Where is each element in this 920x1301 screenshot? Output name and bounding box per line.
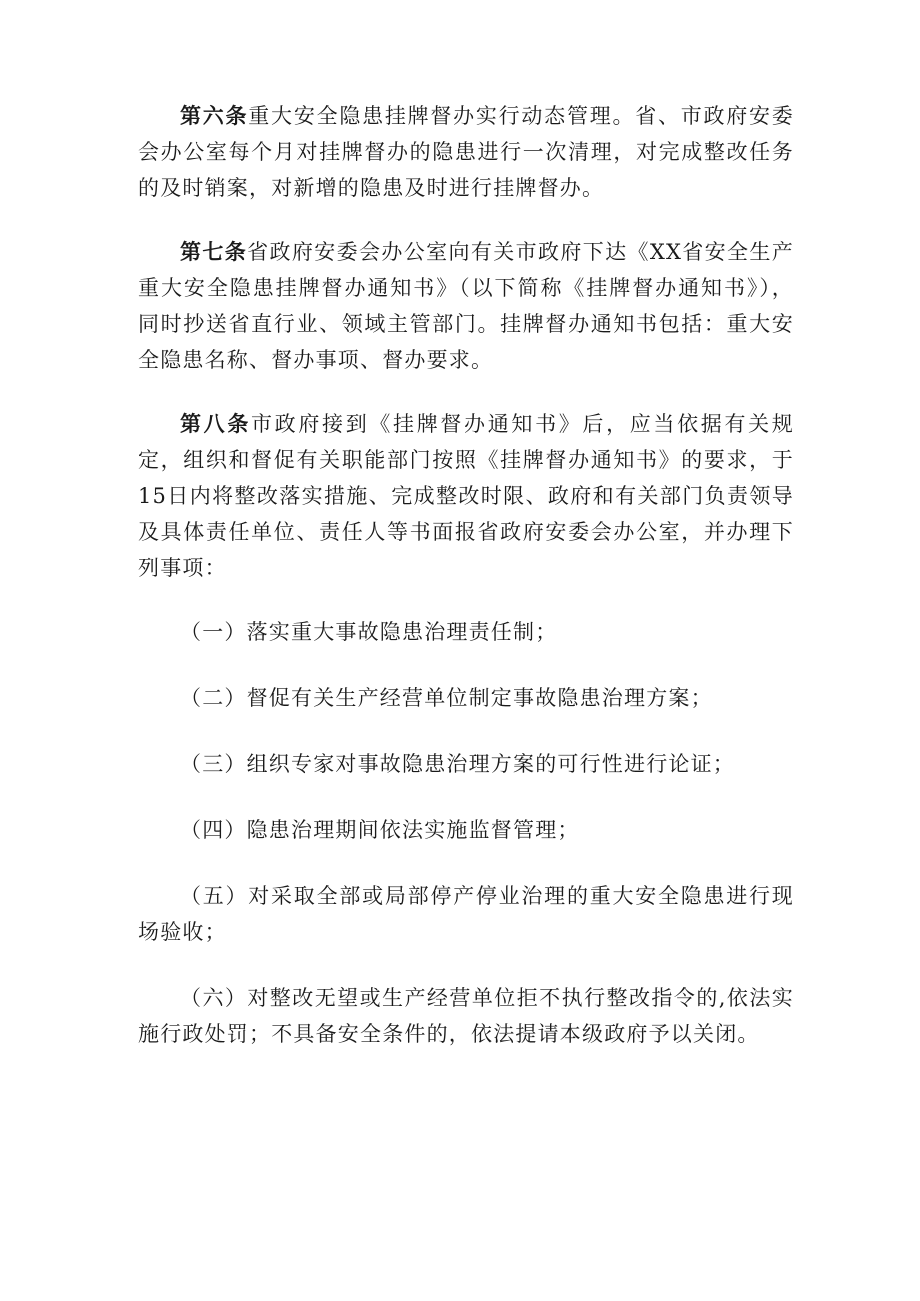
document-page: [138, 98, 794, 1082]
article-8: [138, 406, 794, 586]
article-7: [138, 234, 794, 378]
list-item: （三）组织专家对事故隐患治理方案的可行性进行论证；: [180, 752, 735, 776]
article-6: [138, 98, 794, 206]
list-item: （六）对整改无望或生产经营单位拒不执行整改指令的,依法实施行政处罚；不具备安全条件的，依法提请本级政府予以关闭。: [138, 986, 794, 1046]
article-text: 省政府安委会办公室向有关市政府下达《XX省安全生产重大安全隐患挂牌督办通知书》（以下简称《挂牌督办通知书》），同时抄送省直行业、领域主管部门。挂牌督办通知书包括：重大安全隐患名称、督办事项、督办要求。: [138, 240, 794, 372]
article-text: 重大安全隐患挂牌督办实行动态管理。省、市政府安委会办公室每个月对挂牌督办的隐患进行一次清理，对完成整改任务的及时销案，对新增的隐患及时进行挂牌督办。: [138, 104, 794, 200]
article-text: 市政府接到《挂牌督办通知书》后，应当依据有关规定，组织和督促有关职能部门按照《挂牌督办通知书》的要求，于15日内将整改落实措施、完成整改时限、政府和有关部门负责领导及具体责任单位、责任人等书面报省政府安委会办公室，并办理下列事项：: [138, 412, 794, 580]
list-item: （四）隐患治理期间依法实施监督管理；: [180, 818, 580, 842]
article-heading: 第六条: [180, 104, 249, 128]
list-item: （一）落实重大事故隐患治理责任制；: [180, 620, 558, 644]
article-heading: 第八条: [180, 412, 252, 436]
list-item: （五）对采取全部或局部停产停业治理的重大安全隐患进行现场验收；: [138, 884, 794, 944]
article-heading: 第七条: [180, 240, 248, 264]
list-item: （二）督促有关生产经营单位制定事故隐患治理方案；: [180, 686, 713, 710]
